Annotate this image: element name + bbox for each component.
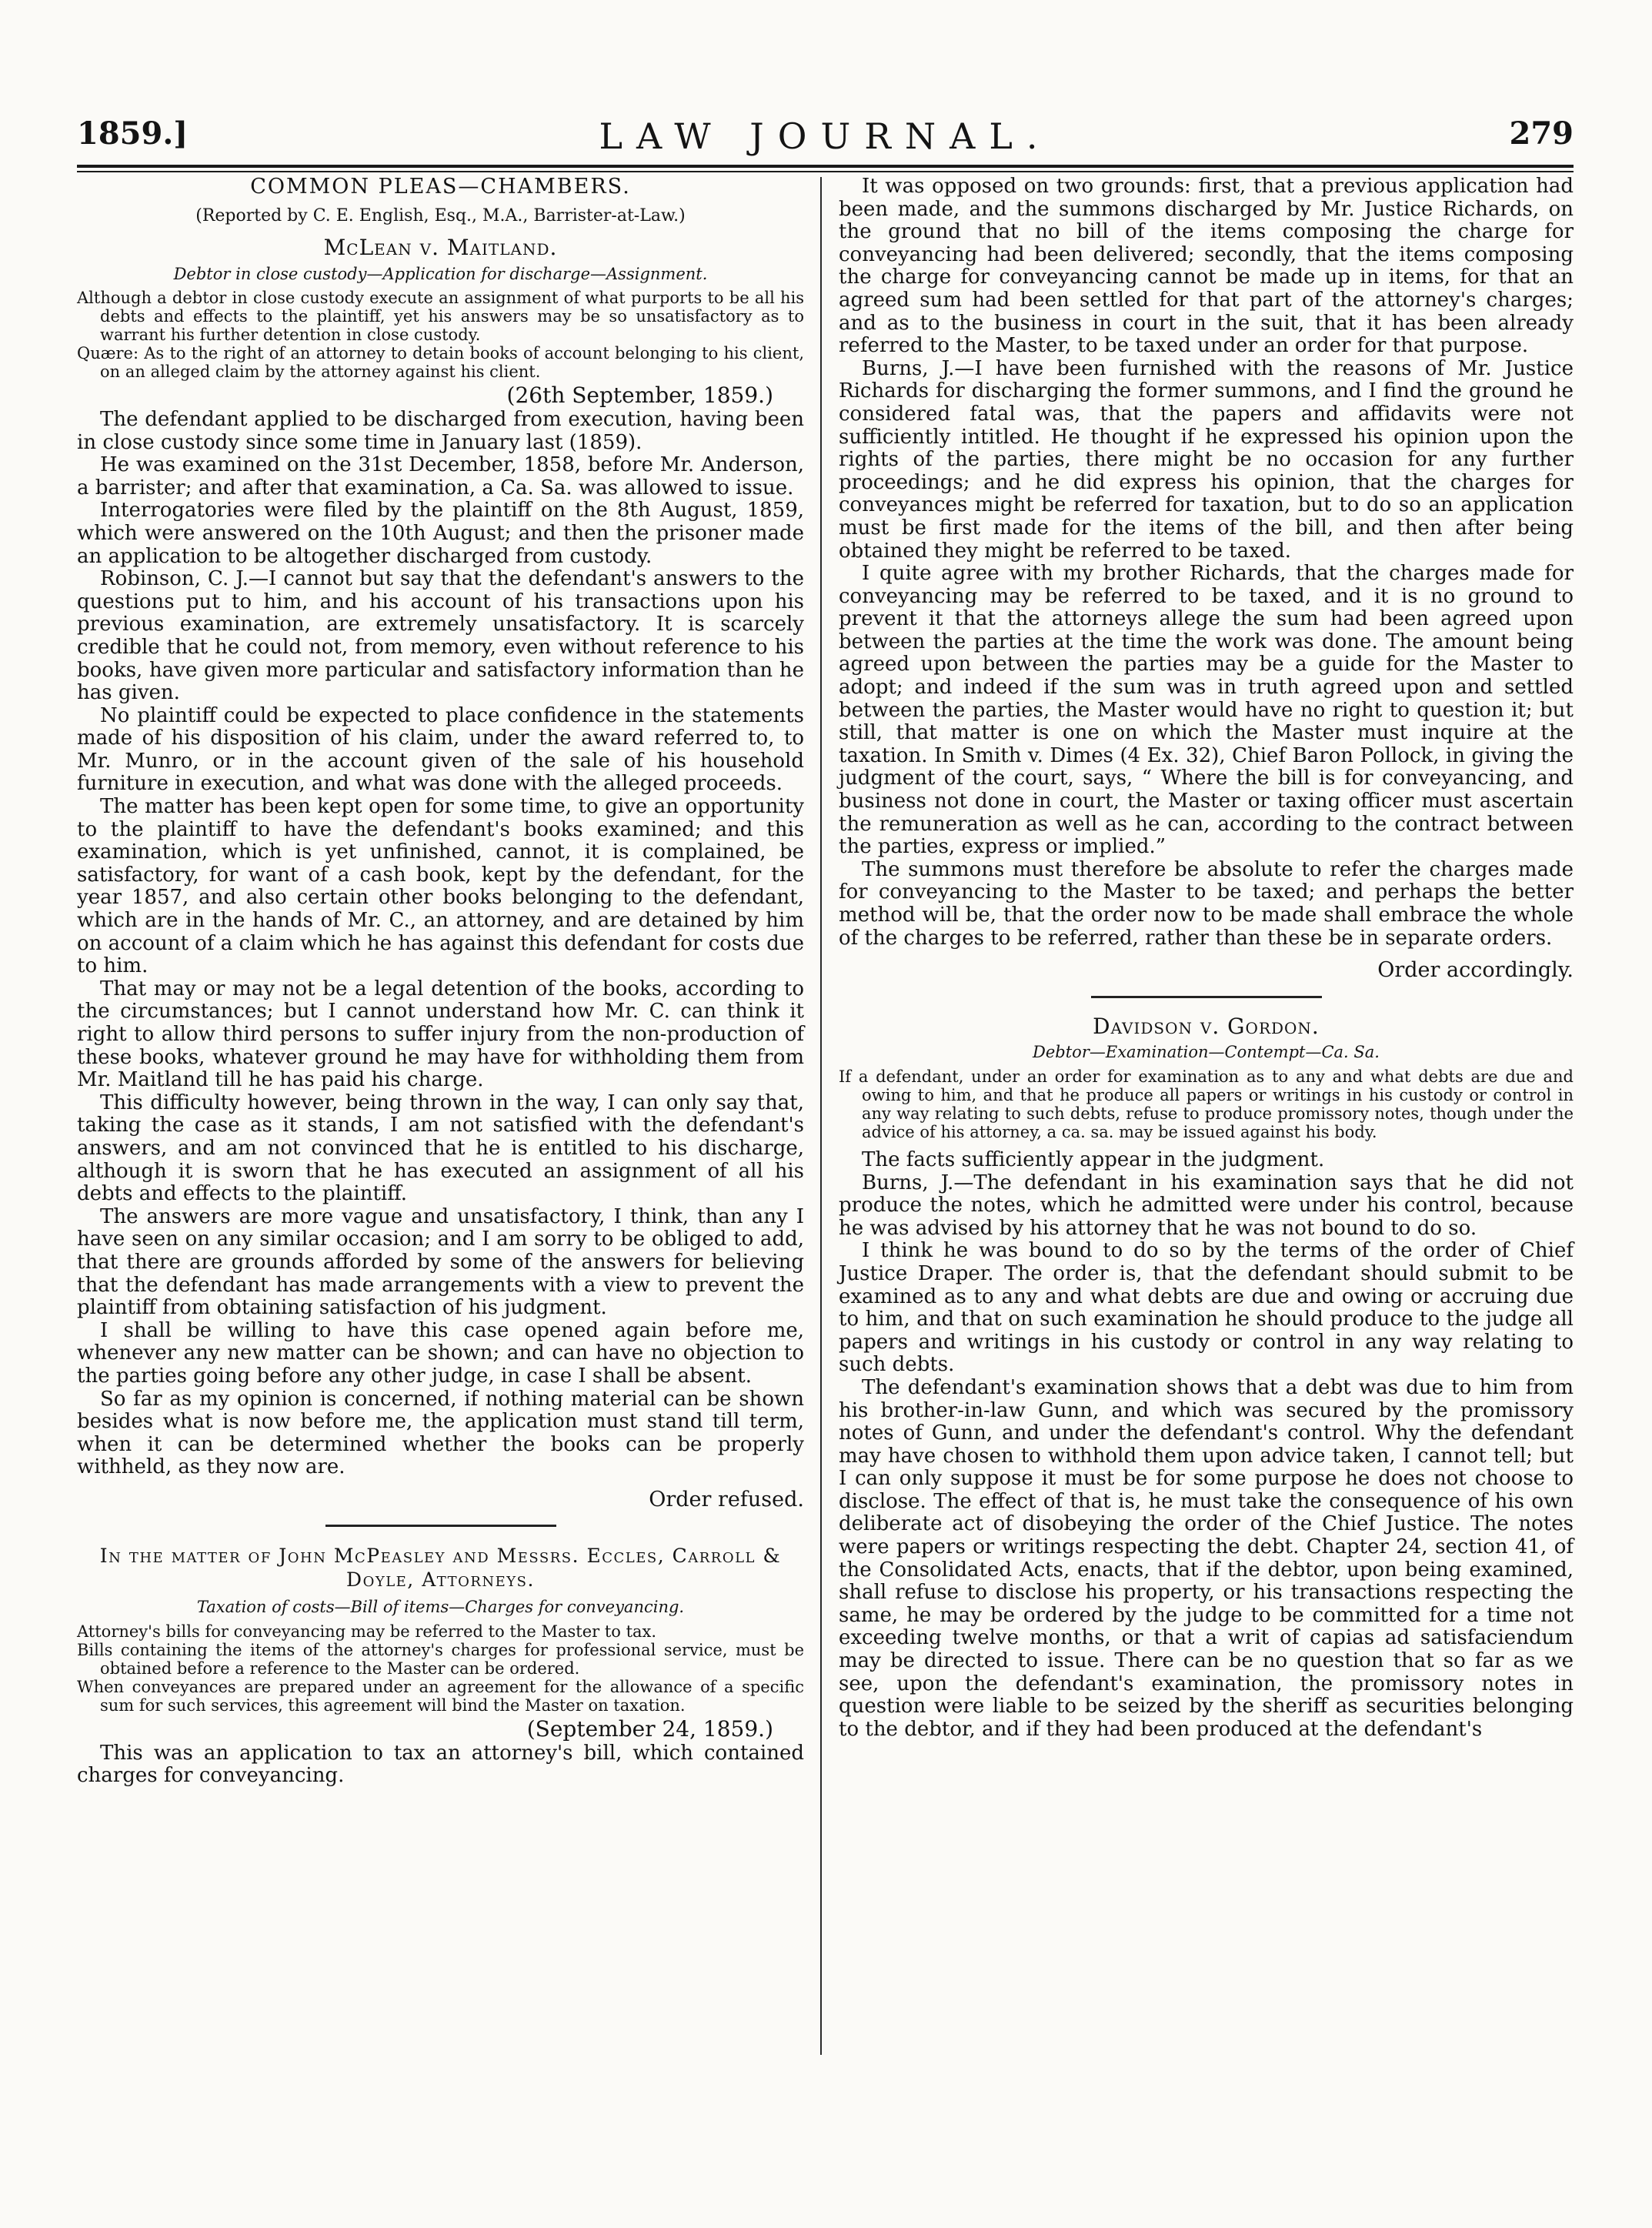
case1-date: (26th September, 1859.) [506, 382, 773, 409]
case2-paragraph: It was opposed on two grounds: first, that a previous application had been made, and the summons discharged by Mr. Justice Richards, on the ground that no bill of the items composing the charge for conveyancing had been delivered; secondly, that the items composing the charge for conveyancing cannot be made up in items, for that an agreed sum had been settled for that part of the attorney's charges; and as to the business in court in the suit, that it has been already referred to the Master, to be taxed under an order for that purpose. [839, 175, 1574, 358]
case3-headnote [839, 1067, 1574, 1141]
section-separator [325, 1525, 556, 1527]
case2-title: In the matter of John McPeasley and Messrs. Eccles, Carroll & Doyle, Attorneys. [99, 1545, 782, 1592]
case2-paragraph: The summons must therefore be absolute to refer the charges made for conveyancing to the Master to be taxed; and perhaps the better method will be, that the order now to be made shall embrace the whole of the charges to be referred, rather than these be in separate orders. [839, 857, 1574, 950]
case2-paragraph: This was an application to tax an attorney's bill, which contained charges for conveyancing. [77, 1741, 804, 1788]
case1-paragraph: No plaintiff could be expected to place confidence in the statements made of his disposition of his claim, under the award referred to, to Mr. Munro, or in the account given of the sale of his household furniture in execution, and what was done with the alleged proceeds. [77, 703, 804, 796]
case3-catchwords: Debtor—Examination—Contempt—Ca. Sa. [1033, 1043, 1380, 1062]
case1-paragraph: Interrogatories were filed by the plaintiff on the 8th August, 1859, which were answered on the 10th August; and then the prisoner made an application to be altogether discharged from custody. [77, 499, 804, 568]
page-header [77, 115, 1574, 159]
case1-paragraph: This difficulty however, being thrown in the way, I can only say that, taking the case as it stands, I am not satisfied with the defendant's answers, and am not convinced that he is entitled to his discharge, although it is sworn that he has executed an assignment of all his debts and effects to the plaintiff. [77, 1091, 804, 1206]
case1-paragraph: That may or may not be a legal detention of the books, according to the circumstances; but I cannot understand how Mr. C. can think it right to allow third persons to suffer injury from the non-production of these books, whatever ground he may have for withholding them from Mr. Maitland till he has paid his charge. [77, 977, 804, 1092]
case3-title: Davidson v. Gordon. [1093, 1013, 1320, 1039]
right-column [839, 175, 1574, 1741]
case2-headnote-para: Bills containing the items of the attorney's charges for professional service, must be obtained before a reference to the Master can be ordered. [77, 1641, 804, 1679]
case2-paragraph: I quite agree with my brother Richards, that the charges made for conveyancing may be referred to be taxed, and it is no ground to prevent it that the attorneys allege the sum had been agreed upon between the parties at the time the work was done. The amount being agreed upon between the parties may be a guide for the Master to adopt; and indeed if the sum was in truth agreed upon and settled between the parties, the Master would have no right to question it; but still, that matter is one on which the Master must inquire at the taxation. In Smith v. Dimes (4 Ex. 32), Chief Baron Pollock, in giving the judgment of the court, says, “ Where the bill is for conveyancing, and business not done in court, the Master or taxing officer must ascertain the remuneration as well as he can, according to the contract between the parties, express or implied.” [839, 562, 1574, 859]
section-heading: COMMON PLEAS—CHAMBERS. [250, 175, 631, 199]
case1-title: McLean v. Maitland. [323, 235, 558, 261]
case2-headnote [77, 1622, 804, 1715]
case1-paragraph: The answers are more vague and unsatisfactory, I think, than any I have seen on any similar occasion; and I am sorry to be obliged to add, that there are grounds afforded by some of the answers for believing that the defendant has made arrangements with a view to prevent the plaintiff from obtaining satisfaction of his judgment. [77, 1204, 804, 1320]
case3-paragraph: The defendant's examination shows that a debt was due to him from his brother-in-law Gunn, and which was secured by the promissory notes of Gunn, and under the defendant's control. Why the defendant may have chosen to withhold them upon advice taken, I cannot tell; but I can only suppose it must be for some purpose he does not choose to disclose. The effect of that is, he must take the consequence of his own deliberate act of disobeying the order of the Chief Justice. The notes were papers or writings respecting the debt. Chapter 24, section 41, of the Consolidated Acts, enacts, that if the debtor, upon being examined, shall refuse to disclose his property, or his transactions respecting the same, he may be ordered by the judge to be committed for a time not exceeding twelve months, or that a writ of capias ad satisfaciendum may be directed to issue. There can be no question that so far as we see, upon the defendant's examination, the promissory notes in question were liable to be seized by the sheriff as securities belonging to the debtor, and if they had been produced at the defendant's [839, 1375, 1574, 1741]
case2-catchwords: Taxation of costs—Bill of items—Charges for conveyancing. [196, 1598, 685, 1617]
case3-paragraph: I think he was bound to do so by the terms of the order of Chief Justice Draper. The order is, that the defendant should submit to be examined as to any and what debts are due and owing or accruing due to him, and that on such examination he should produce to the judge all papers and writings in his custody or control in any way relating to such debts. [839, 1239, 1574, 1377]
case1-paragraph: The defendant applied to be discharged from execution, having been in close custody since some time in January last (1859). [77, 407, 804, 454]
case1-order: Order refused. [649, 1487, 804, 1511]
header-rule-thin [77, 171, 1574, 172]
left-column [77, 175, 804, 1788]
case1-paragraph: Robinson, C. J.—I cannot but say that the defendant's answers to the questions put to him, and his account of his transactions upon his previous examination, are extremely unsatisfactory. It is scarcely credible that he could not, from memory, even without reference to his books, have given more particular and satisfactory information than he has given. [77, 567, 804, 705]
case2-paragraph: Burns, J.—I have been furnished with the reasons of Mr. Justice Richards for discharging the former summons, and I find the ground he considered fatal was, that the papers and affidavits were not sufficiently intitled. He thought if he expressed his opinion upon the rights of the parties, there might be no occasion for any further proceedings; and he did express his opinion, that the charges for conveyances might be referred for taxation, but to do so an application must be first made for the items of the bill, and then after being obtained they might be referred to be taxed. [839, 356, 1574, 563]
case1-headnote-para: Although a debtor in close custody execute an assignment of what purports to be all his debts and effects to the plaintiff, yet his answers may be so unsatisfactory as to warrant his further detention in close custody. [77, 289, 804, 345]
reporter-line: (Reported by C. E. English, Esq., M.A., Barrister-at-Law.) [195, 205, 686, 225]
case2-date: (September 24, 1859.) [526, 1716, 773, 1742]
case1-paragraph: He was examined on the 31st December, 1858, before Mr. Anderson, a barrister; and after that examination, a Ca. Sa. was allowed to issue. [77, 453, 804, 499]
case3-paragraph: Burns, J.—The defendant in his examination says that he did not produce the notes, which he admitted were under his control, because he was advised by his attorney that he was not bound to do so. [839, 1171, 1574, 1240]
case1-paragraph: I shall be willing to have this case opened again before me, whenever any new matter can be shown; and can have no objection to the parties going before any other judge, in case I shall be absent. [77, 1318, 804, 1388]
case3-paragraph: The facts sufficiently appear in the judgment. [862, 1147, 1325, 1171]
case2-headnote-para: When conveyances are prepared under an agreement for the allowance of a specific sum for such services, this agreement will bind the Master on taxation. [77, 1678, 804, 1715]
section-separator [1091, 996, 1322, 998]
case1-paragraph: So far as my opinion is concerned, if nothing material can be shown besides what is now before me, the application must stand till term, when it can be determined whether the books can be properly withheld, as they now are. [77, 1387, 804, 1479]
case3-headnote-para: If a defendant, under an order for examination as to any and what debts are due and owing to him, and that he produce all papers or writings in his custody or control in any way relating to such debts, refuse to produce promissory notes, though under the advice of his attorney, a ca. sa. may be issued against his body. [839, 1067, 1574, 1141]
journal-title: LAW JOURNAL. [599, 115, 1052, 157]
page-number: 279 [1509, 115, 1574, 152]
case1-paragraph: The matter has been kept open for some time, to give an opportunity to the plaintiff to have the defendant's books examined; and this examination, which is yet unfinished, cannot, it is complained, be satisfactory, for want of a cash book, kept by the defendant, for the year 1857, and also certain other books belonging to the defendant, which are in the hands of Mr. C., an attorney, and are detained by him on account of a claim which he has against this defendant for costs due to him. [77, 795, 804, 978]
case2-order: Order accordingly. [1377, 958, 1574, 983]
case1-headnote [77, 289, 804, 381]
column-divider [820, 177, 822, 2055]
case1-catchwords: Debtor in close custody—Application for discharge—Assignment. [173, 264, 708, 283]
header-rule-thick [77, 165, 1574, 168]
case2-headnote-para: Attorney's bills for conveyancing may be referred to the Master to tax. [77, 1622, 657, 1642]
case1-headnote-para: Quære: As to the right of an attorney to detain books of account belonging to his client, on an alleged claim by the attorney against his client. [77, 344, 804, 382]
header-year: 1859.] [77, 115, 189, 152]
